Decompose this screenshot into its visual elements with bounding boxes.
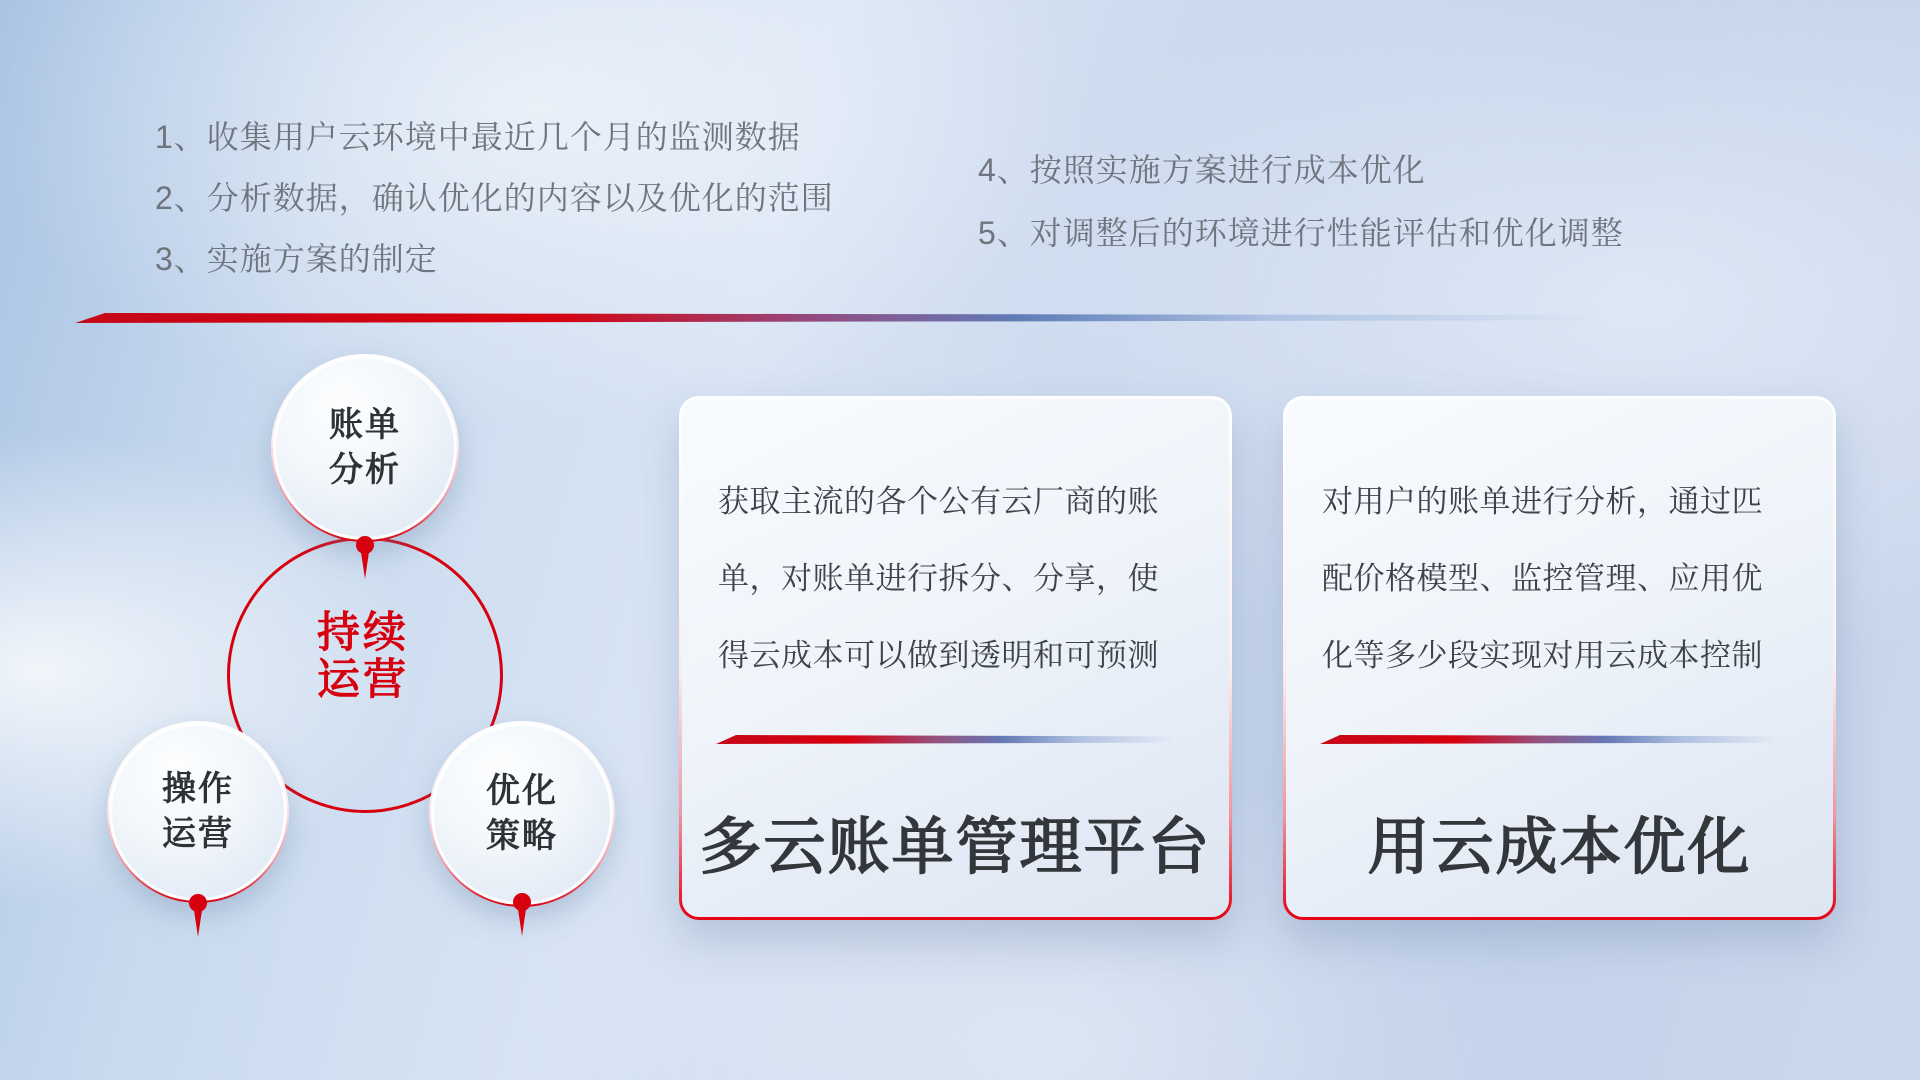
card-divider bbox=[716, 735, 1194, 744]
process-step-1: 1、收集用户云环境中最近几个月的监测数据 bbox=[155, 119, 801, 155]
cycle-center-line: 运营 bbox=[317, 656, 409, 704]
card-body bbox=[1322, 463, 1763, 694]
node-connector-tail bbox=[194, 910, 202, 937]
cycle-node-label bbox=[431, 723, 613, 905]
node-label-line: 运营 bbox=[162, 815, 234, 853]
card-multicloud-billing bbox=[679, 396, 1232, 920]
card-body bbox=[718, 463, 1159, 694]
card-surface bbox=[682, 399, 1229, 917]
cycle-center-label bbox=[253, 610, 473, 704]
card-body-line: 单，对账单进行拆分、分享，使 bbox=[718, 561, 1159, 596]
node-connector-dot bbox=[513, 893, 531, 911]
node-label-line: 策略 bbox=[486, 817, 558, 855]
cycle-node-operation bbox=[107, 721, 289, 903]
card-body-line: 化等多少段实现对用云成本控制 bbox=[1322, 638, 1763, 673]
card-body-line: 对用户的账单进行分析，通过匹 bbox=[1322, 484, 1763, 519]
process-step-2: 2、分析数据，确认优化的内容以及优化的范围 bbox=[155, 180, 834, 216]
cycle-node-optimization-strategy bbox=[429, 721, 615, 907]
node-label-line: 分析 bbox=[329, 451, 401, 489]
card-title: 多云账单管理平台 bbox=[699, 813, 1212, 882]
cycle-node-label bbox=[273, 356, 457, 540]
process-step-4: 4、按照实施方案进行成本优化 bbox=[978, 152, 1426, 188]
node-label-line: 账单 bbox=[329, 406, 401, 444]
card-body-line: 获取主流的各个公有云厂商的账 bbox=[718, 484, 1159, 519]
cycle-center-line: 持续 bbox=[317, 609, 409, 657]
node-connector-dot bbox=[189, 894, 207, 912]
card-divider bbox=[1320, 735, 1798, 744]
card-title: 用云成本优化 bbox=[1367, 813, 1752, 882]
card-cloud-cost-optimization bbox=[1283, 396, 1836, 920]
cycle-node-bill-analysis bbox=[271, 354, 459, 542]
top-divider-swoosh bbox=[75, 313, 1647, 323]
card-surface bbox=[1286, 399, 1833, 917]
process-step-5: 5、对调整后的环境进行性能评估和优化调整 bbox=[978, 215, 1624, 251]
node-label-line: 优化 bbox=[486, 772, 558, 810]
process-steps-right bbox=[978, 139, 1624, 265]
node-label-line: 操作 bbox=[162, 770, 234, 808]
process-step-3: 3、实施方案的制定 bbox=[155, 241, 438, 277]
card-body-line: 得云成本可以做到透明和可预测 bbox=[718, 638, 1159, 673]
node-connector-dot bbox=[356, 536, 374, 554]
cycle-node-label bbox=[109, 723, 287, 901]
node-connector-tail bbox=[518, 909, 526, 936]
card-body-line: 配价格模型、监控管理、应用优 bbox=[1322, 561, 1763, 596]
process-steps-left bbox=[155, 107, 834, 290]
